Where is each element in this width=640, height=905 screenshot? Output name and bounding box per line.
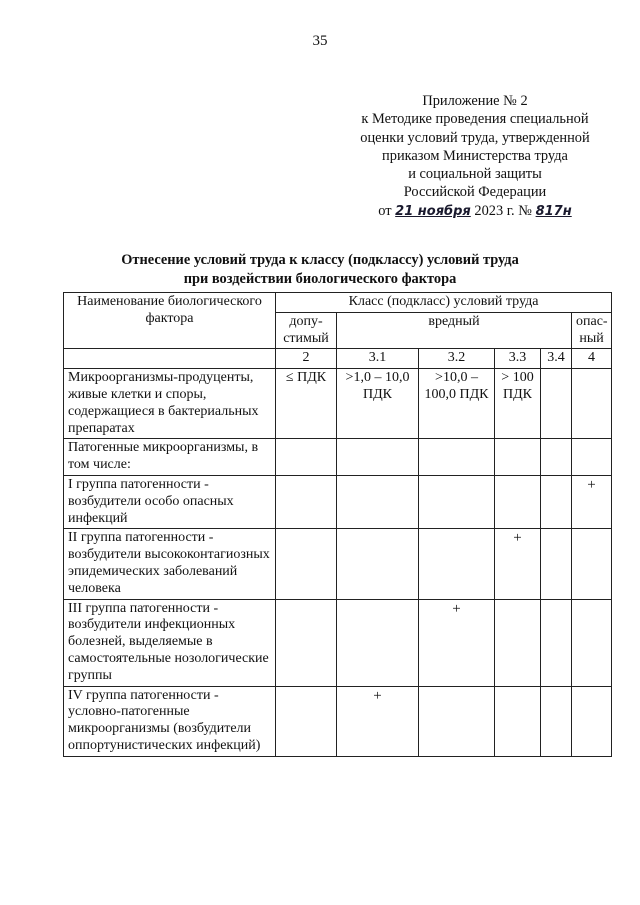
table-cell: + [419, 599, 495, 686]
table-cell [572, 529, 612, 599]
handwritten-date: 21 ноября [395, 203, 471, 219]
appendix-line: к Методике проведения специальной [361, 111, 589, 128]
table-cell [541, 599, 572, 686]
table-cell [541, 369, 572, 439]
table-cell [541, 529, 572, 599]
class-code-3-4: 3.4 [541, 349, 572, 369]
table-row [64, 599, 612, 686]
class-code-4: 4 [572, 349, 612, 369]
title-line: Отнесение условий труда к классу (подклассу) условий труда [121, 252, 519, 268]
table-row [64, 686, 612, 756]
header-dangerous: опас-ный [572, 312, 612, 349]
table-cell [495, 599, 541, 686]
table-row [64, 529, 612, 599]
class-code-2: 2 [276, 349, 337, 369]
table-cell [276, 439, 337, 476]
table-cell [419, 529, 495, 599]
table-cell [337, 439, 419, 476]
table-cell [276, 529, 337, 599]
appendix-line: Приложение № 2 [422, 93, 528, 109]
handwritten-number: 817н [535, 203, 572, 219]
table-cell [337, 599, 419, 686]
table-cell: + [572, 475, 612, 528]
header-harmful: вредный [337, 312, 572, 349]
classification-table [63, 292, 612, 757]
table-row [64, 439, 612, 476]
appendix-line: Российской Федерации [403, 184, 547, 201]
document-title [0, 251, 640, 288]
factor-name: I группа патогенности - возбудители особо опасных инфекций [64, 475, 276, 528]
table-cell: >1,0 – 10,0 ПДК [337, 369, 419, 439]
table-cell [419, 439, 495, 476]
table-cell [419, 475, 495, 528]
appendix-date-line [330, 202, 620, 221]
appendix-line: и социальной защиты [408, 166, 542, 183]
header-working-conditions-class: Класс (подкласс) условий труда [276, 293, 612, 313]
factor-name: Патогенные микроорганизмы, в том числе: [64, 439, 276, 476]
table-cell [572, 369, 612, 439]
table-cell [495, 475, 541, 528]
table-cell [276, 599, 337, 686]
table-cell: + [495, 529, 541, 599]
header-permissible: допу-стимый [276, 312, 337, 349]
date-year: 2023 г. № [474, 202, 532, 219]
class-code-3-1: 3.1 [337, 349, 419, 369]
classification-table-wrapper [63, 292, 612, 757]
page-number: 35 [312, 33, 328, 49]
table-row [64, 369, 612, 439]
class-code-3-3: 3.3 [495, 349, 541, 369]
table-cell [572, 599, 612, 686]
class-code-3-2: 3.2 [419, 349, 495, 369]
appendix-line: оценки условий труда, утвержденной [360, 129, 590, 146]
table-cell [541, 439, 572, 476]
table-cell [495, 439, 541, 476]
header-factor-name: Наименование биологического фактора [64, 293, 276, 349]
table-cell [541, 686, 572, 756]
appendix-block [330, 92, 620, 221]
table-cell: + [337, 686, 419, 756]
date-prefix: от [378, 202, 392, 219]
table-cell [572, 686, 612, 756]
header-empty-cell [64, 349, 276, 369]
factor-name: III группа патогенности - возбудители инфекционных болезней, выделяемые в самостоятельные нозологические группы [64, 599, 276, 686]
table-cell [572, 439, 612, 476]
factor-name: II группа патогенности - возбудители высококонтагиозных эпидемических заболеваний человека [64, 529, 276, 599]
table-cell: > 100 ПДК [495, 369, 541, 439]
table-cell [337, 529, 419, 599]
table-cell [495, 686, 541, 756]
table-cell: ≤ ПДК [276, 369, 337, 439]
table-cell [276, 475, 337, 528]
table-cell [541, 475, 572, 528]
table-cell: >10,0 – 100,0 ПДК [419, 369, 495, 439]
table-cell [419, 686, 495, 756]
table-row [64, 475, 612, 528]
factor-name: IV группа патогенности - условно-патогенные микроорганизмы (возбудители оппортунистических инфекций) [64, 686, 276, 756]
table-cell [337, 475, 419, 528]
title-line: при воздействии биологического фактора [183, 270, 457, 287]
appendix-line: приказом Министерства труда [382, 147, 568, 164]
factor-name: Микроорганизмы-продуценты, живые клетки и споры, содержащиеся в бактериальных препаратах [64, 369, 276, 439]
table-cell [276, 686, 337, 756]
